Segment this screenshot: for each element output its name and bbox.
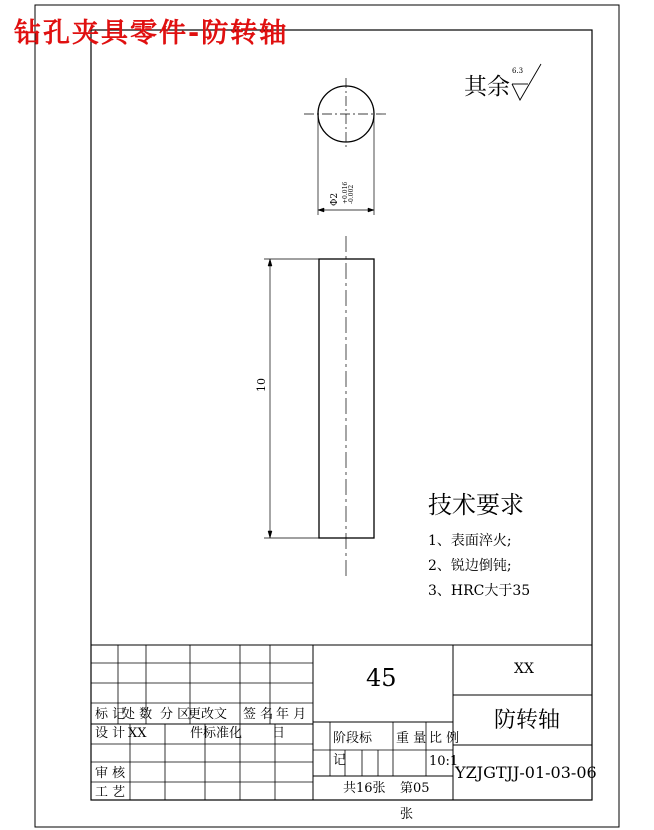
label-stage-mark: 阶段标 [333, 731, 373, 746]
label-mark: 标 记 [95, 707, 126, 722]
tech-item: 1、表面淬火; [428, 533, 512, 549]
material: 45 [366, 664, 397, 692]
length-value: 10 [255, 378, 268, 392]
part-name: 防转轴 [494, 708, 561, 733]
label-review: 审 核 [95, 766, 126, 781]
roughness-value: 6.3 [512, 67, 524, 75]
scale-value: 10:1 [429, 754, 459, 769]
tech-requirements-title: 技术要求 [428, 491, 524, 519]
label-scale: 比 例 [429, 731, 460, 746]
tech-item: 3、HRC大于35 [428, 583, 531, 599]
label-design: 设 计 [95, 726, 126, 741]
sheet-number: 第05 [400, 781, 430, 796]
company-name: XX [514, 661, 534, 677]
shaft-side-view [319, 259, 374, 538]
roughness-other-label: 其余 [464, 74, 510, 100]
label-ji: 记 [333, 753, 347, 768]
tech-item: 2、锐边倒钝; [428, 558, 512, 574]
label-weight: 重 量 [396, 731, 427, 746]
sheets-total: 共16张 [343, 781, 386, 796]
diameter-nominal: Φ2 [330, 192, 340, 206]
label-zone: 分 区 [160, 707, 191, 722]
diameter-upper-tol: +0.016 [342, 181, 349, 204]
label-day: 日 [272, 726, 286, 741]
inner-border [91, 30, 592, 800]
outer-border [35, 5, 619, 827]
label-sign: 签 名 [243, 707, 274, 722]
label-standardize: 件标准化 [190, 726, 243, 741]
label-date: 年 月 [276, 707, 307, 722]
diameter-lower-tol: -0.002 [348, 184, 355, 204]
label-change-doc: 更改文 [188, 707, 228, 722]
sheet-unit: 张 [400, 807, 414, 822]
watermark-title: 钻孔夹具零件-防转轴 [14, 18, 289, 49]
label-place: 处 数 [122, 707, 153, 722]
drawing-number: YZJGTJJ-01-03-06 [455, 763, 597, 782]
designer-name: XX [128, 726, 147, 741]
label-process: 工 艺 [95, 785, 126, 800]
